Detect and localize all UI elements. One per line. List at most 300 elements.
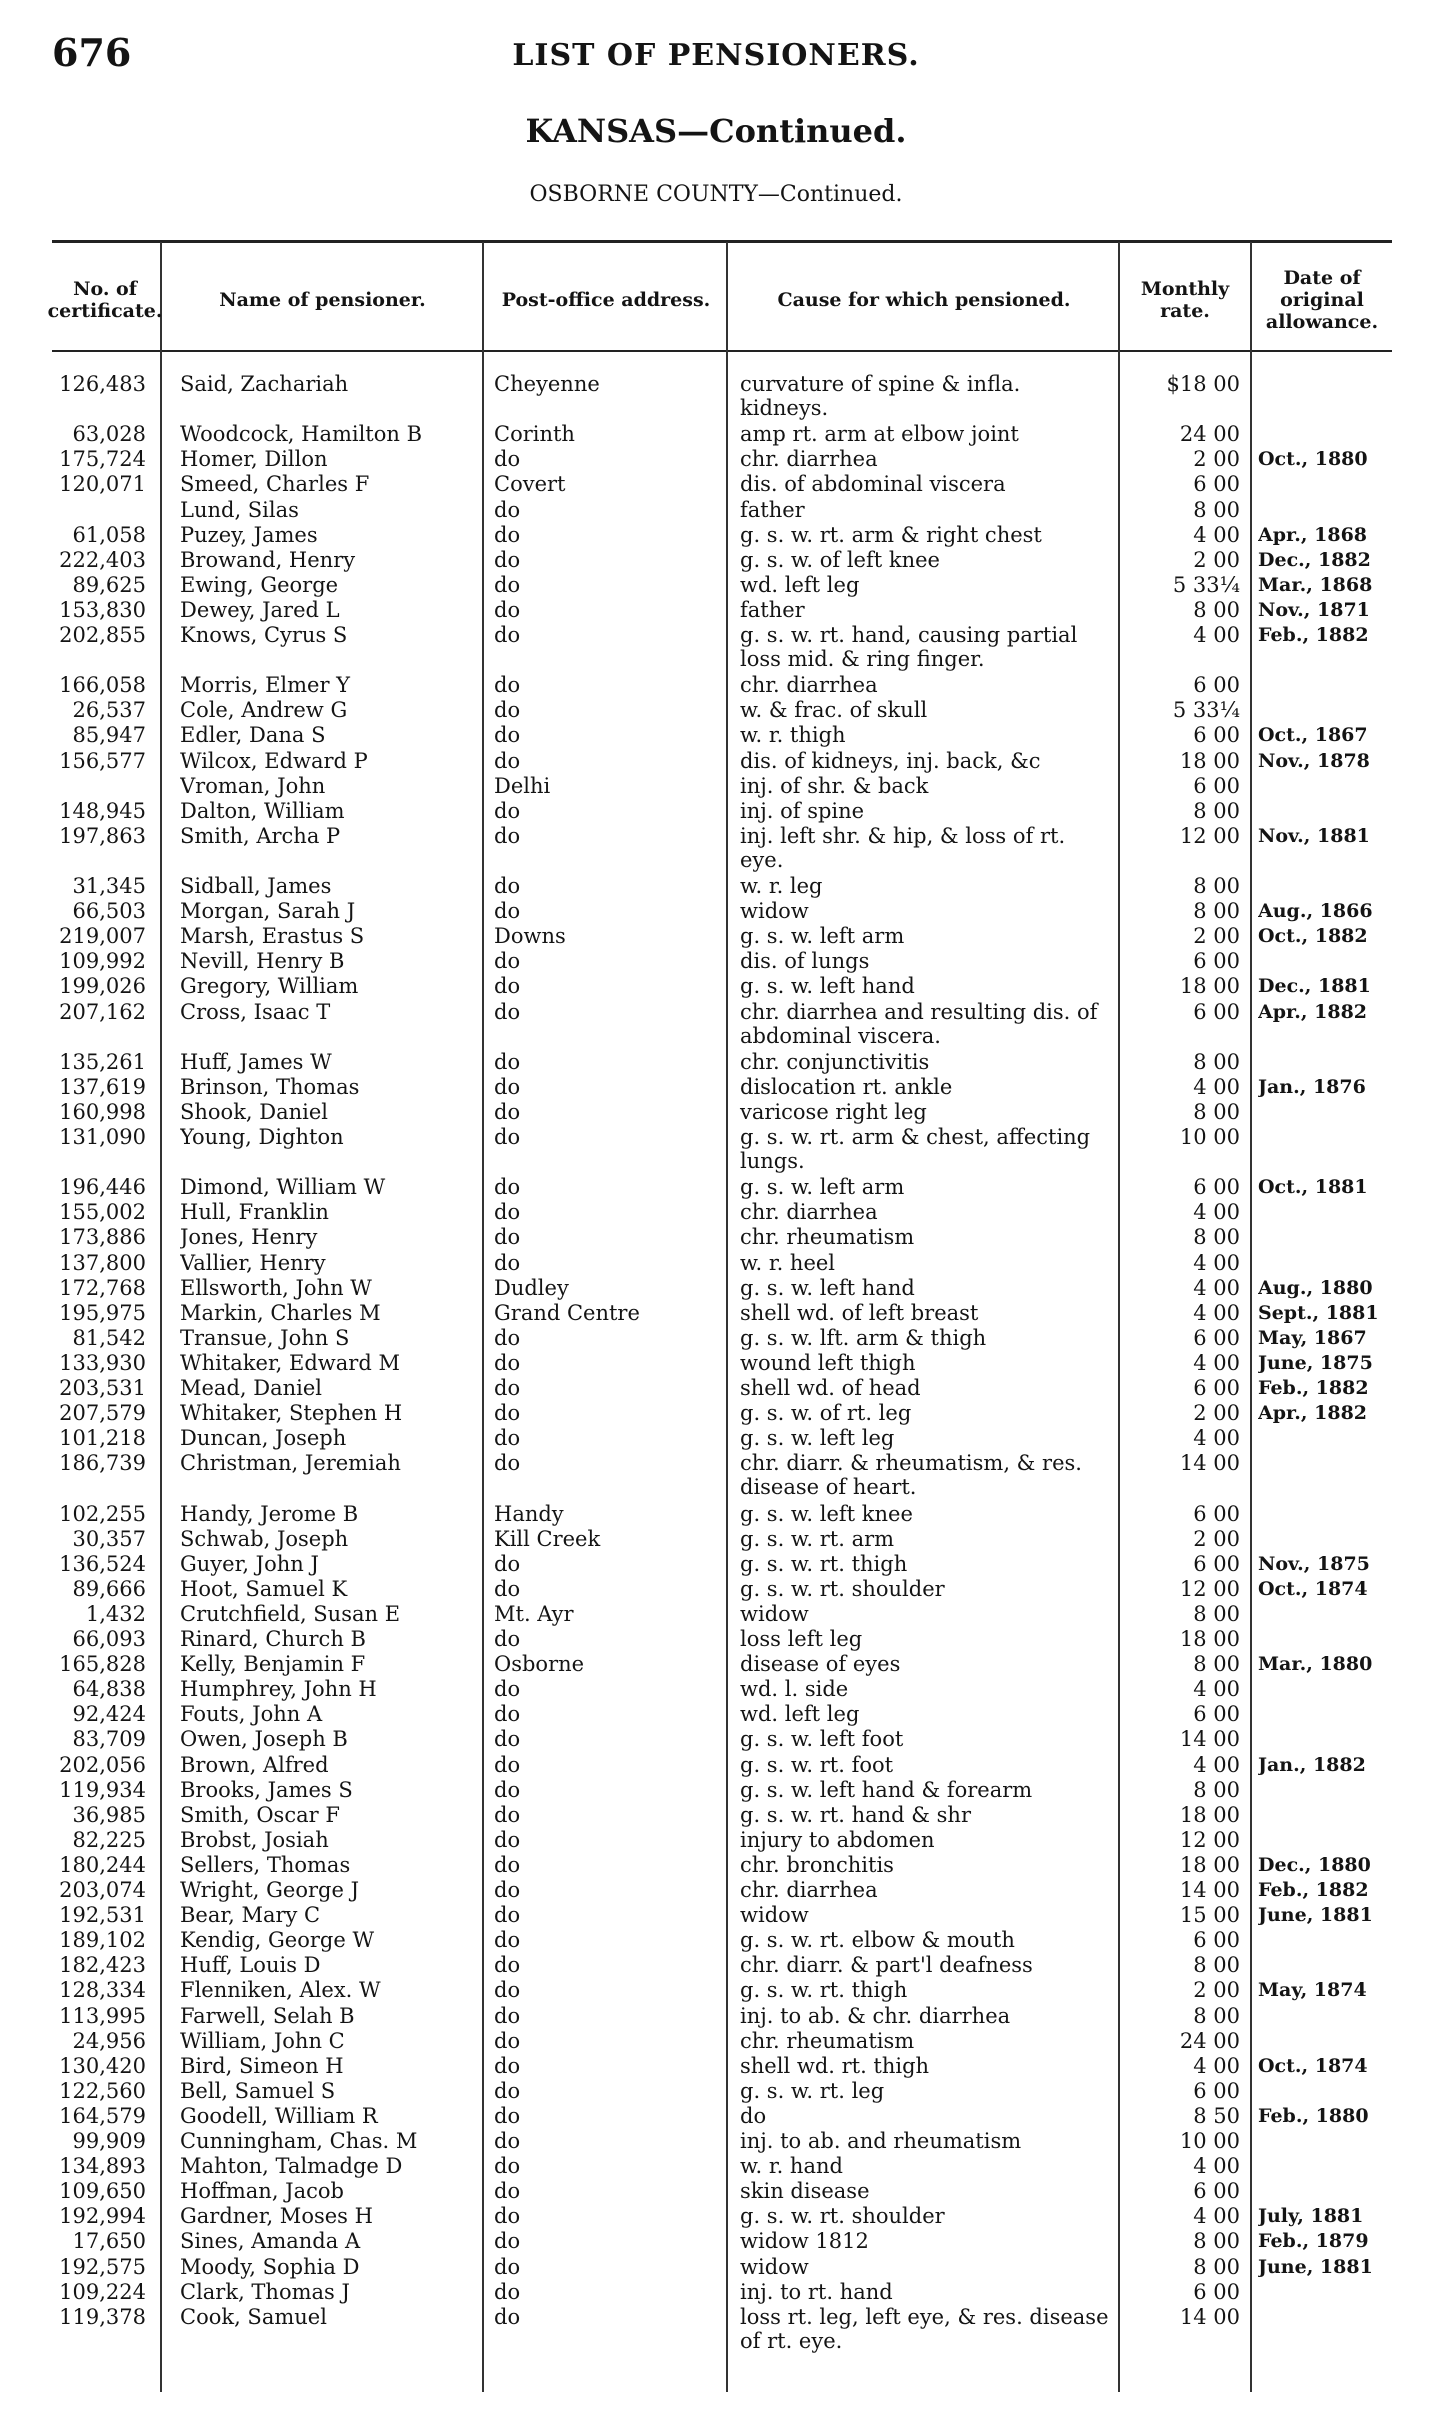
monthly-rate: 2 00 <box>1193 1978 1240 2003</box>
cause-of-pension: g. s. w. rt. shoulder <box>740 1576 945 1601</box>
pensioner-name: Smith, Oscar F <box>180 1802 340 1827</box>
monthly-rate: 4 00 <box>1193 1677 1240 1702</box>
post-office: do <box>494 874 521 898</box>
monthly-rate: 10 00 <box>1179 1125 1240 1149</box>
allowance-date: Apr., 1882 <box>1258 1000 1368 1023</box>
cause-of-pension: g. s. w. rt. thigh <box>740 1551 908 1576</box>
allowance-date: July, 1881 <box>1258 2205 1364 2228</box>
monthly-rate: 24 00 <box>1179 2028 1240 2053</box>
monthly-rate: 8 00 <box>1193 497 1240 522</box>
monthly-rate: 5 33¼ <box>1172 572 1240 597</box>
monthly-rate: 8 00 <box>1193 2003 1240 2028</box>
certificate-number: 189,102 <box>59 1928 146 1953</box>
monthly-rate: 6 00 <box>1193 1928 1240 1953</box>
post-office: do <box>494 1752 521 1777</box>
monthly-rate: 8 00 <box>1193 899 1240 924</box>
cause-of-pension: widow <box>740 1601 809 1626</box>
certificate-number: 133,930 <box>59 1350 146 1375</box>
monthly-rate: 6 00 <box>1193 1175 1240 1200</box>
cause-of-pension: chr. diarr. & rheumatism, & res. disease of heart. <box>740 1451 1082 1500</box>
post-office: do <box>494 1250 521 1275</box>
certificate-number: 128,334 <box>59 1978 146 2003</box>
cause-of-pension: skin disease <box>740 2179 870 2204</box>
column-divider <box>482 242 484 2392</box>
header-name: Name of pensioner. <box>219 288 426 311</box>
post-office: do <box>494 2229 521 2254</box>
running-head: LIST OF PENSIONERS. <box>512 38 920 73</box>
monthly-rate: 8 00 <box>1193 1099 1240 1124</box>
certificate-number: 155,002 <box>59 1200 146 1225</box>
pensioner-name: Smeed, Charles F <box>180 472 370 497</box>
pensioner-name: Ewing, George <box>180 572 339 597</box>
allowance-date: Mar., 1868 <box>1258 573 1373 596</box>
allowance-date: Aug., 1866 <box>1258 900 1373 923</box>
certificate-number: 120,071 <box>59 472 146 497</box>
monthly-rate: 8 00 <box>1193 2229 1240 2254</box>
pensioner-name: Mead, Daniel <box>180 1376 322 1400</box>
post-office: Corinth <box>494 422 575 447</box>
pensioner-name: Gregory, William <box>180 974 359 999</box>
post-office: do <box>494 1702 521 1727</box>
post-office: do <box>494 1627 521 1651</box>
pensioner-name: Knows, Cyrus S <box>180 623 348 647</box>
certificate-number: 81,542 <box>72 1325 146 1350</box>
certificate-number: 172,768 <box>59 1275 146 1300</box>
post-office: do <box>494 2304 521 2329</box>
cause-of-pension: w. r. leg <box>740 874 823 898</box>
pensioner-name: Goodell, William R <box>180 2103 378 2128</box>
cause-of-pension: inj. to ab. and rheumatism <box>740 2129 1022 2153</box>
cause-of-pension: inj. left shr. & hip, & loss of rt. eye. <box>740 823 1066 872</box>
post-office: do <box>494 1551 521 1576</box>
allowance-date: Apr., 1868 <box>1258 523 1368 546</box>
monthly-rate: 4 00 <box>1193 2204 1240 2229</box>
county-heading: OSBORNE COUNTY—Continued. <box>529 182 903 207</box>
allowance-date: Nov., 1875 <box>1258 1552 1370 1575</box>
allowance-date: Oct., 1880 <box>1258 448 1368 471</box>
certificate-number: 207,579 <box>59 1401 146 1426</box>
cause-of-pension: w. r. hand <box>740 2154 843 2179</box>
post-office: do <box>494 2154 521 2179</box>
table-top-rule <box>52 240 1392 243</box>
cause-of-pension: dis. of lungs <box>740 949 870 974</box>
certificate-number: 134,893 <box>59 2154 146 2179</box>
monthly-rate: 6 00 <box>1193 2179 1240 2204</box>
cause-of-pension: varicose right leg <box>740 1099 927 1124</box>
cause-of-pension: shell wd. of head <box>740 1376 921 1400</box>
pensioner-name: Lund, Silas <box>180 497 299 522</box>
pensioner-name: Nevill, Henry B <box>180 949 345 974</box>
certificate-number: 160,998 <box>59 1099 146 1124</box>
certificate-number: 207,162 <box>59 999 146 1024</box>
post-office: do <box>494 1802 521 1827</box>
post-office: Osborne <box>494 1652 585 1677</box>
allowance-date: Nov., 1878 <box>1258 749 1370 772</box>
post-office: Kill Creek <box>494 1526 601 1551</box>
cause-of-pension: widow <box>740 899 809 924</box>
pensioner-name: Woodcock, Hamilton B <box>180 422 423 447</box>
allowance-date: Jan., 1876 <box>1258 1075 1366 1098</box>
certificate-number: 113,995 <box>59 2003 146 2028</box>
post-office: do <box>494 1350 521 1375</box>
pensioner-name: Handy, Jerome B <box>180 1501 359 1526</box>
cause-of-pension: inj. to rt. hand <box>740 2279 893 2304</box>
cause-of-pension: chr. conjunctivitis <box>740 1049 930 1074</box>
pensioner-name: Hull, Franklin <box>180 1200 329 1225</box>
certificate-number: 202,056 <box>59 1752 146 1777</box>
post-office: do <box>494 2053 521 2078</box>
post-office: do <box>494 723 521 748</box>
post-office: do <box>494 1576 521 1601</box>
post-office: do <box>494 2028 521 2053</box>
allowance-date: Oct., 1882 <box>1258 925 1368 948</box>
cause-of-pension: disease of eyes <box>740 1652 901 1677</box>
monthly-rate: 4 00 <box>1193 2053 1240 2078</box>
pensioner-name: Flenniken, Alex. W <box>180 1978 381 2003</box>
certificate-number: 17,650 <box>72 2229 146 2254</box>
certificate-number: 130,420 <box>59 2053 146 2078</box>
monthly-rate: 6 00 <box>1193 2078 1240 2103</box>
monthly-rate: 4 00 <box>1193 1275 1240 1300</box>
certificate-number: 192,575 <box>59 2254 146 2279</box>
cause-of-pension: w. & frac. of skull <box>740 698 928 723</box>
post-office: Delhi <box>494 773 551 798</box>
pensioner-name: Marsh, Erastus S <box>180 924 365 949</box>
certificate-number: 99,909 <box>72 2129 146 2153</box>
monthly-rate: 12 00 <box>1179 1576 1240 1601</box>
post-office: do <box>494 748 521 773</box>
monthly-rate: 6 00 <box>1193 773 1240 798</box>
cause-of-pension: injury to abdomen <box>740 1827 935 1852</box>
cause-of-pension: inj. to ab. & chr. diarrhea <box>740 2003 1011 2028</box>
monthly-rate: 6 00 <box>1193 723 1240 748</box>
certificate-number: 137,800 <box>59 1250 146 1275</box>
certificate-number: 109,992 <box>59 949 146 974</box>
cause-of-pension: widow <box>740 1903 809 1928</box>
pensioner-name: Crutchfield, Susan E <box>180 1601 401 1626</box>
allowance-date: Mar., 1880 <box>1258 1653 1373 1676</box>
pensioner-name: Morgan, Sarah J <box>180 899 356 924</box>
cause-of-pension: inj. of spine <box>740 798 865 823</box>
certificate-number: 186,739 <box>59 1451 146 1476</box>
allowance-date: June, 1875 <box>1258 1351 1373 1374</box>
pensioner-name: Hoffman, Jacob <box>180 2179 344 2204</box>
post-office: do <box>494 1426 521 1451</box>
post-office: do <box>494 1125 521 1149</box>
certificate-number: 109,650 <box>59 2179 146 2204</box>
cause-of-pension: g. s. w. left arm <box>740 924 905 949</box>
certificate-number: 219,007 <box>59 924 146 949</box>
allowance-date: Dec., 1880 <box>1258 1853 1371 1876</box>
certificate-number: 173,886 <box>59 1225 146 1250</box>
certificate-number: 30,357 <box>72 1526 146 1551</box>
post-office: do <box>494 999 521 1024</box>
monthly-rate: 2 00 <box>1193 447 1240 472</box>
cause-of-pension: curvature of spine & infla. kidneys. <box>740 372 1021 420</box>
post-office: do <box>494 2003 521 2028</box>
pensioner-name: Christman, Jeremiah <box>180 1451 401 1476</box>
cause-of-pension: chr. diarrhea and resulting dis. of abdominal viscera. <box>740 999 1098 1048</box>
pensioner-name: Browand, Henry <box>180 547 356 572</box>
certificate-number: 36,985 <box>72 1802 146 1827</box>
post-office: do <box>494 1325 521 1350</box>
header-rate: Monthly rate. <box>1140 277 1230 322</box>
cause-of-pension: amp rt. arm at elbow joint <box>740 422 1019 447</box>
certificate-number: 156,577 <box>59 748 146 773</box>
header-post-office: Post-office address. <box>501 288 711 311</box>
pensioner-name: Sines, Amanda A <box>180 2229 361 2254</box>
certificate-number: 89,625 <box>72 572 146 597</box>
state-heading: KANSAS—Continued. <box>525 112 907 150</box>
cause-of-pension: widow <box>740 2254 809 2279</box>
pensioner-name: Whitaker, Stephen H <box>180 1401 403 1426</box>
pensioner-name: Vallier, Henry <box>180 1250 326 1275</box>
monthly-rate: 6 00 <box>1193 1376 1240 1400</box>
post-office: do <box>494 522 521 547</box>
pensioner-name: Vroman, John <box>180 773 326 798</box>
post-office: do <box>494 1777 521 1802</box>
certificate-number: 136,524 <box>59 1551 146 1576</box>
certificate-number: 197,863 <box>59 823 146 848</box>
pensioner-name: Markin, Charles M <box>180 1300 381 1325</box>
cause-of-pension: g. s. w. rt. leg <box>740 2078 885 2103</box>
certificate-number: 119,378 <box>59 2304 146 2329</box>
pensioner-name: Cook, Samuel <box>180 2304 327 2329</box>
cause-of-pension: chr. diarrhea <box>740 673 878 698</box>
cause-of-pension: shell wd. of left breast <box>740 1300 979 1325</box>
allowance-date: Oct., 1874 <box>1258 1577 1368 1600</box>
pensioner-name: Jones, Henry <box>180 1225 318 1250</box>
post-office: do <box>494 1200 521 1225</box>
cause-of-pension: g. s. w. lft. arm & thigh <box>740 1325 987 1350</box>
certificate-number: 203,074 <box>59 1878 146 1902</box>
header-cause: Cause for which pensioned. <box>777 288 1071 311</box>
post-office: do <box>494 1677 521 1702</box>
post-office: do <box>494 698 521 723</box>
pensioner-name: Farwell, Selah B <box>180 2003 355 2028</box>
monthly-rate: 8 00 <box>1193 1601 1240 1626</box>
cause-of-pension: g. s. w. of left knee <box>740 547 940 572</box>
monthly-rate: 6 00 <box>1193 999 1240 1024</box>
post-office: do <box>494 949 521 974</box>
certificate-number: 83,709 <box>72 1727 146 1752</box>
allowance-date: Feb., 1882 <box>1258 1377 1369 1399</box>
post-office: do <box>494 2078 521 2103</box>
header-bottom-rule <box>52 350 1392 352</box>
post-office: do <box>494 1978 521 2003</box>
certificate-number: 126,483 <box>59 372 146 396</box>
cause-of-pension: inj. of shr. & back <box>740 773 929 798</box>
allowance-date: Feb., 1882 <box>1258 1879 1369 1901</box>
allowance-date: Oct., 1867 <box>1258 724 1368 747</box>
cause-of-pension: g. s. w. rt. hand & shr <box>740 1802 971 1827</box>
certificate-number: 85,947 <box>72 723 146 748</box>
cause-of-pension: loss rt. leg, left eye, & res. disease of rt. eye. <box>740 2304 1109 2353</box>
certificate-number: 192,994 <box>59 2204 146 2229</box>
pensioner-name: Mahton, Talmadge D <box>180 2154 403 2179</box>
post-office: Mt. Ayr <box>494 1601 574 1626</box>
pensioner-name: Brinson, Thomas <box>180 1074 360 1099</box>
cause-of-pension: chr. rheumatism <box>740 1225 915 1250</box>
cause-of-pension: father <box>740 597 805 622</box>
post-office: Handy <box>494 1501 564 1526</box>
certificate-number: 203,531 <box>59 1376 146 1400</box>
pensioner-name: Humphrey, John H <box>180 1677 377 1702</box>
pensioner-name: Kelly, Benjamin F <box>180 1652 366 1677</box>
allowance-date: Apr., 1882 <box>1258 1402 1368 1425</box>
monthly-rate: 15 00 <box>1179 1903 1240 1928</box>
monthly-rate: 8 00 <box>1193 2254 1240 2279</box>
cause-of-pension: dis. of kidneys, inj. back, &c <box>740 748 1041 773</box>
certificate-number: 66,093 <box>72 1627 146 1651</box>
monthly-rate: 2 00 <box>1193 547 1240 572</box>
certificate-number: 131,090 <box>59 1125 146 1149</box>
certificate-number: 166,058 <box>59 673 146 698</box>
pensioner-name: Duncan, Joseph <box>180 1426 347 1451</box>
allowance-date: Nov., 1871 <box>1258 598 1370 621</box>
cause-of-pension: dislocation rt. ankle <box>740 1074 953 1099</box>
monthly-rate: 8 00 <box>1193 1225 1240 1250</box>
allowance-date: Sept., 1881 <box>1258 1301 1379 1324</box>
cause-of-pension: g. s. w. left hand & forearm <box>740 1777 1033 1802</box>
post-office: do <box>494 2279 521 2304</box>
monthly-rate: 8 00 <box>1193 1953 1240 1978</box>
pensioner-name: Bear, Mary C <box>180 1903 321 1928</box>
certificate-number: 165,828 <box>59 1652 146 1677</box>
pensioner-name: Brobst, Josiah <box>180 1827 329 1852</box>
monthly-rate: 12 00 <box>1179 1827 1240 1852</box>
cause-of-pension: shell wd. rt. thigh <box>740 2053 930 2078</box>
monthly-rate: 8 00 <box>1193 1652 1240 1677</box>
certificate-number: 137,619 <box>59 1074 146 1099</box>
monthly-rate: 8 00 <box>1193 597 1240 622</box>
monthly-rate: 6 00 <box>1193 949 1240 974</box>
cause-of-pension: dis. of abdominal viscera <box>740 472 1006 497</box>
column-divider <box>1250 242 1252 2392</box>
certificate-number: 92,424 <box>72 1702 146 1727</box>
monthly-rate: 18 00 <box>1179 1627 1240 1651</box>
pensioner-name: Brooks, James S <box>180 1777 353 1802</box>
pensioner-name: Hoot, Samuel K <box>180 1576 348 1601</box>
certificate-number: 222,403 <box>59 547 146 572</box>
post-office: do <box>494 974 521 999</box>
monthly-rate: 2 00 <box>1193 1526 1240 1551</box>
certificate-number: 63,028 <box>72 422 146 447</box>
pensioner-name: Gardner, Moses H <box>180 2204 373 2229</box>
cause-of-pension: g. s. w. left leg <box>740 1426 895 1451</box>
cause-of-pension: g. s. w. left hand <box>740 974 915 999</box>
cause-of-pension: chr. rheumatism <box>740 2028 915 2053</box>
post-office: Dudley <box>494 1275 569 1300</box>
post-office: do <box>494 597 521 622</box>
cause-of-pension: w. r. thigh <box>740 723 846 748</box>
monthly-rate: 6 00 <box>1193 673 1240 698</box>
allowance-date: Dec., 1882 <box>1258 548 1371 571</box>
monthly-rate: 5 33¼ <box>1172 698 1240 723</box>
pensioner-name: Wilcox, Edward P <box>180 748 368 773</box>
certificate-number: 64,838 <box>72 1677 146 1702</box>
post-office: do <box>494 899 521 924</box>
post-office: do <box>494 823 521 848</box>
allowance-date: Oct., 1881 <box>1258 1176 1368 1199</box>
monthly-rate: 24 00 <box>1179 422 1240 447</box>
certificate-number: 61,058 <box>72 522 146 547</box>
post-office: Covert <box>494 472 566 497</box>
allowance-date: June, 1881 <box>1258 2255 1373 2278</box>
pensioner-name: Said, Zachariah <box>180 372 349 396</box>
post-office: do <box>494 1225 521 1250</box>
cause-of-pension: wd. left leg <box>740 1702 860 1727</box>
monthly-rate: 4 00 <box>1193 1300 1240 1325</box>
certificate-number: 199,026 <box>59 974 146 999</box>
pensioner-name: Dalton, William <box>180 798 345 823</box>
monthly-rate: 12 00 <box>1179 823 1240 848</box>
certificate-number: 1,432 <box>85 1601 146 1626</box>
certificate-number: 148,945 <box>59 798 146 823</box>
cause-of-pension: g. s. w. left knee <box>740 1501 913 1526</box>
monthly-rate: 8 00 <box>1193 798 1240 823</box>
cause-of-pension: chr. diarrhea <box>740 1200 878 1225</box>
allowance-date: Feb., 1879 <box>1258 2230 1369 2253</box>
allowance-date: Feb., 1880 <box>1258 2104 1369 2127</box>
monthly-rate: 8 00 <box>1193 1049 1240 1074</box>
certificate-number: 175,724 <box>59 447 146 472</box>
cause-of-pension: g. s. w. rt. thigh <box>740 1978 908 2003</box>
allowance-date: June, 1881 <box>1258 1904 1373 1927</box>
monthly-rate: 4 00 <box>1193 1074 1240 1099</box>
cause-of-pension: g. s. w. rt. elbow & mouth <box>740 1928 1015 1953</box>
post-office: do <box>494 1175 521 1200</box>
monthly-rate: 8 00 <box>1193 1777 1240 1802</box>
pensioner-name: Rinard, Church B <box>180 1627 366 1651</box>
post-office: do <box>494 447 521 472</box>
monthly-rate: 10 00 <box>1179 2129 1240 2153</box>
post-office: do <box>494 623 521 647</box>
pensioner-name: Cole, Andrew G <box>180 698 348 723</box>
post-office: do <box>494 572 521 597</box>
cause-of-pension: widow 1812 <box>740 2229 869 2254</box>
pensioner-name: Cross, Isaac T <box>180 999 331 1024</box>
pensioner-name: Schwab, Joseph <box>180 1526 349 1551</box>
pensioner-name: Clark, Thomas J <box>180 2279 350 2304</box>
certificate-number: 26,537 <box>72 698 146 723</box>
pensioner-name: Transue, John S <box>180 1325 350 1350</box>
certificate-number: 202,855 <box>59 623 146 647</box>
pensioner-name: Morris, Elmer Y <box>180 673 351 698</box>
certificate-number: 31,345 <box>72 874 146 898</box>
allowance-date: May, 1867 <box>1258 1326 1367 1349</box>
monthly-rate: 8 00 <box>1193 874 1240 898</box>
monthly-rate: 2 00 <box>1193 924 1240 949</box>
monthly-rate: 6 00 <box>1193 1551 1240 1576</box>
certificate-number: 195,975 <box>59 1300 146 1325</box>
monthly-rate: 4 00 <box>1193 1200 1240 1225</box>
header-cert: No. of certificate. <box>47 277 163 322</box>
certificate-number: 119,934 <box>59 1777 146 1802</box>
cause-of-pension: chr. bronchitis <box>740 1852 894 1877</box>
post-office: Downs <box>494 924 566 949</box>
post-office: do <box>494 547 521 572</box>
pensioner-name: Shook, Daniel <box>180 1099 329 1124</box>
monthly-rate: 18 00 <box>1179 1802 1240 1827</box>
cause-of-pension: w. r. heel <box>740 1250 836 1275</box>
pensioner-name: Guyer, John J <box>180 1551 319 1576</box>
cause-of-pension: father <box>740 497 805 522</box>
post-office: do <box>494 497 521 522</box>
monthly-rate: 4 00 <box>1193 1250 1240 1275</box>
post-office: do <box>494 1852 521 1877</box>
post-office: do <box>494 1878 521 1902</box>
